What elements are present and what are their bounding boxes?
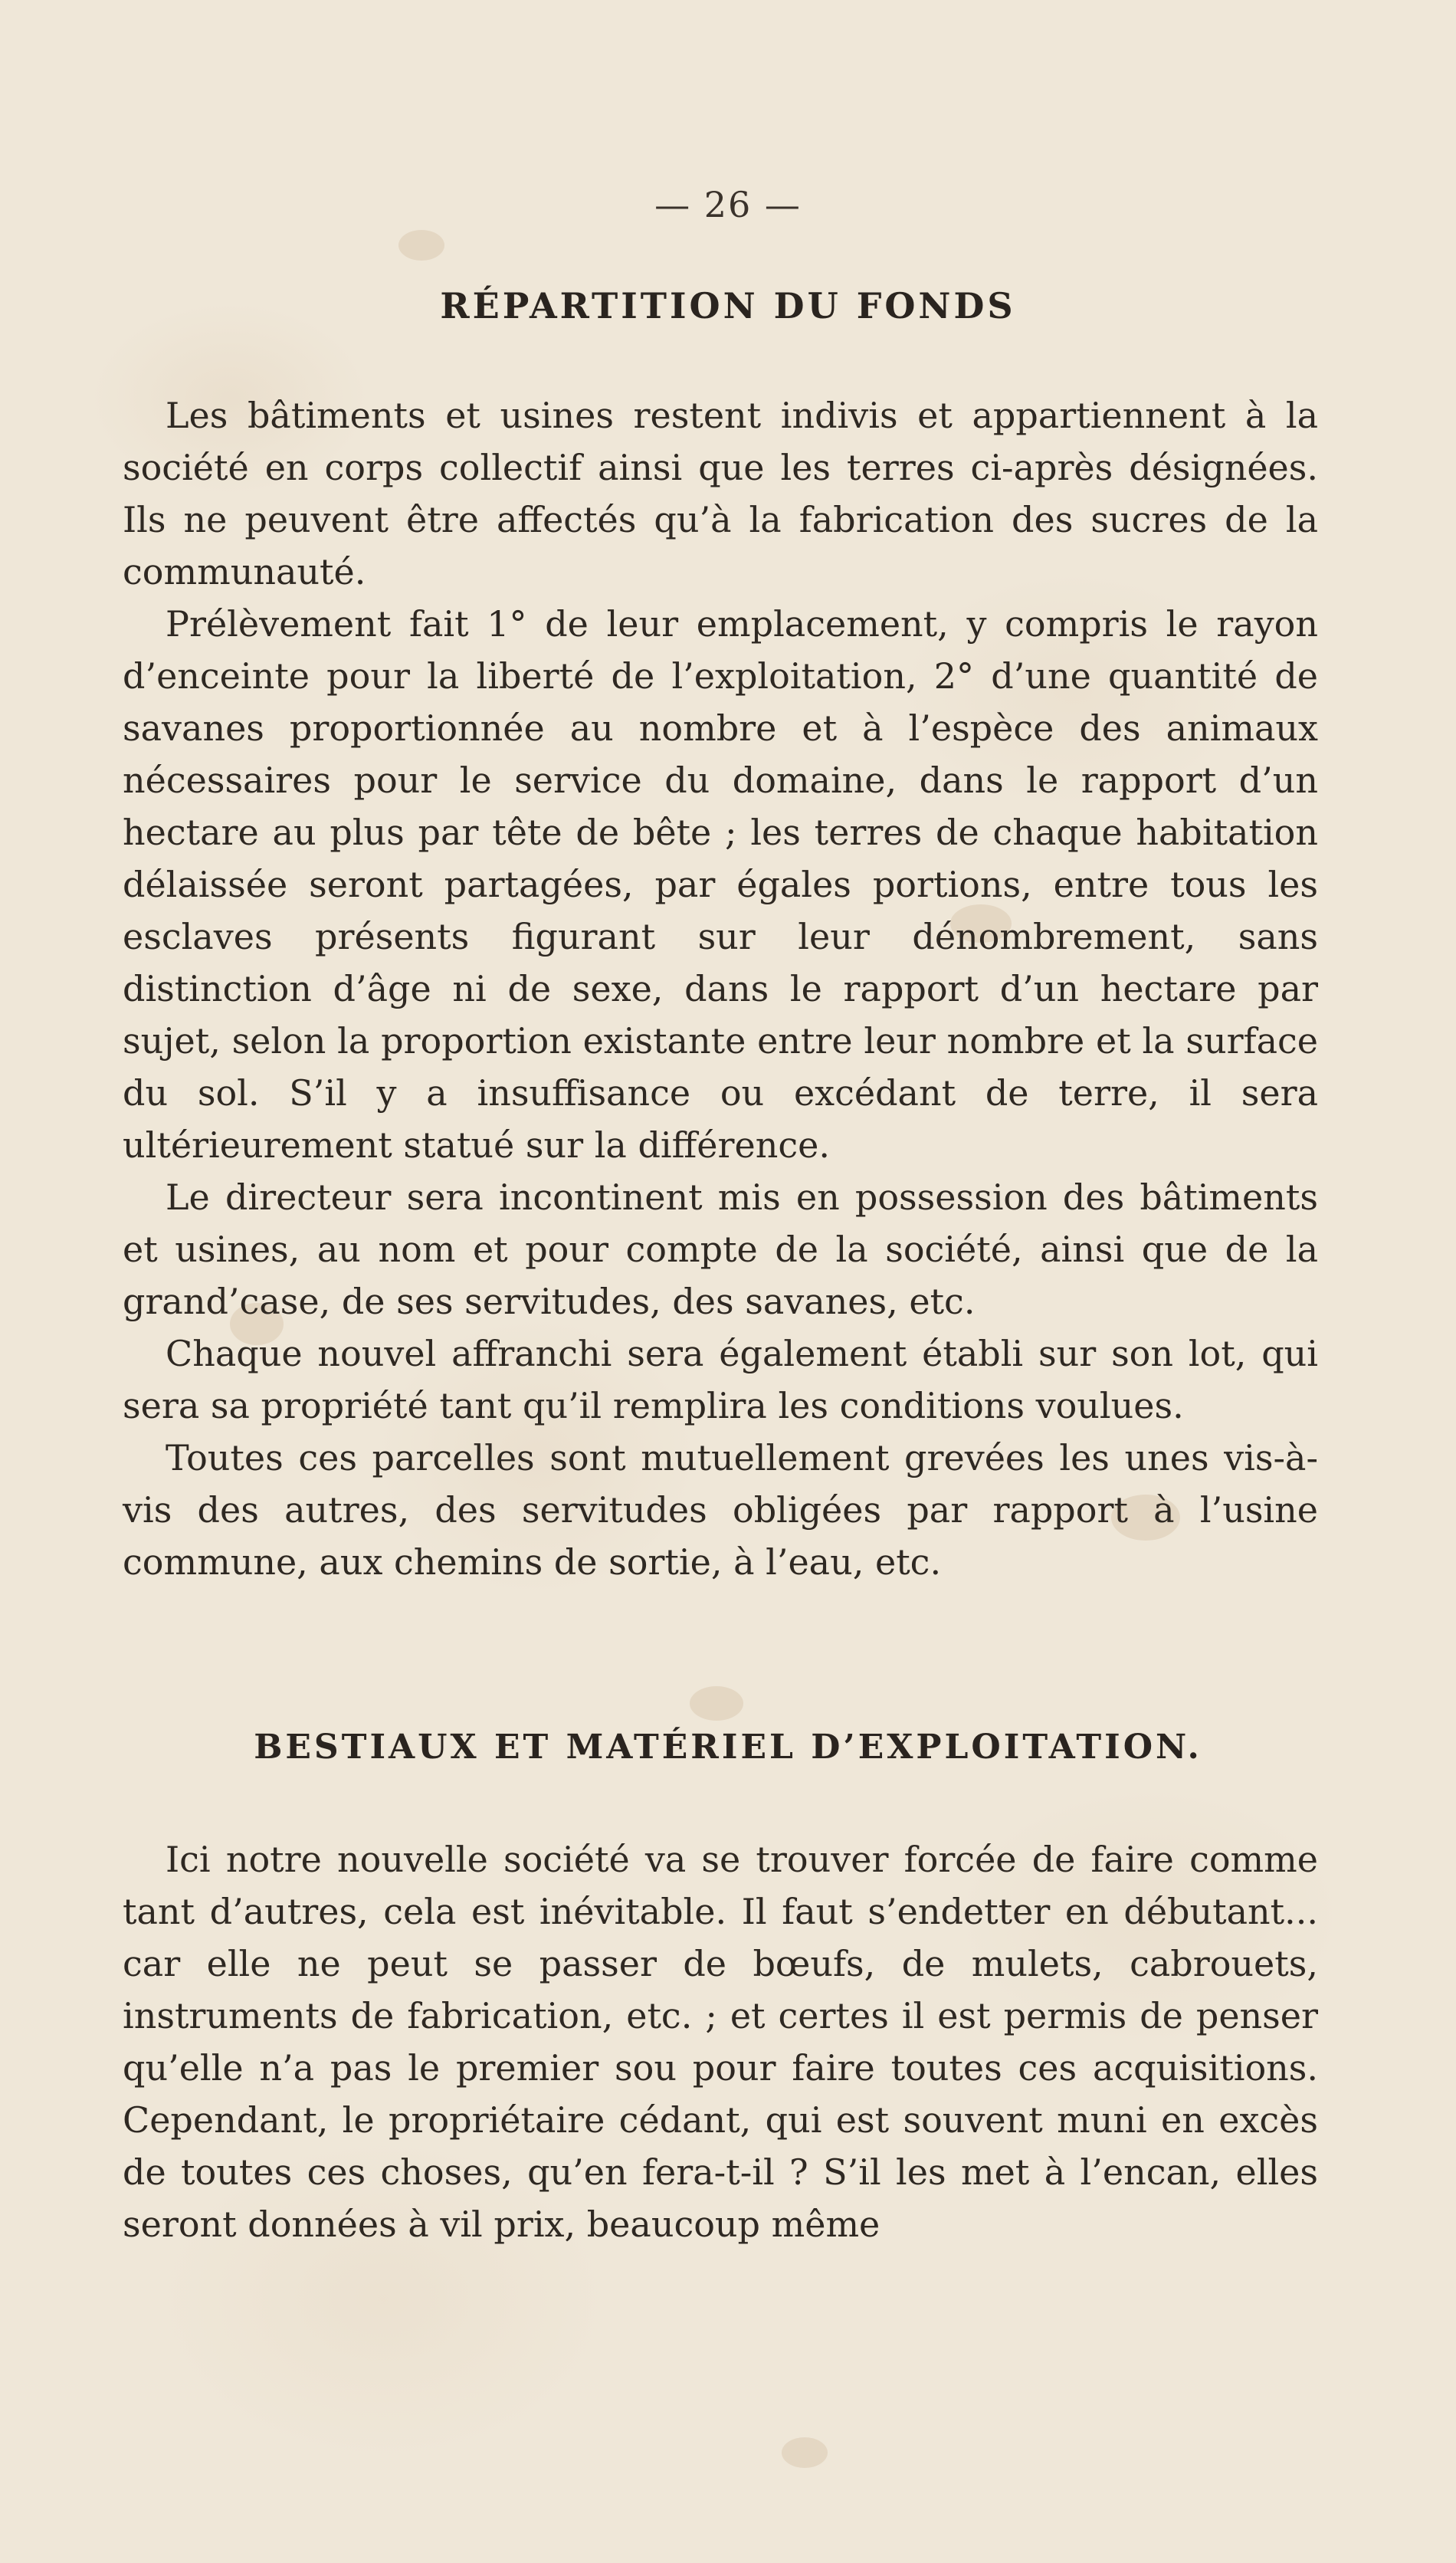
section-body [123,1833,1318,2250]
paragraph: Chaque nouvel affranchi sera également établi sur son lot, qui sera sa propriété tant qu’il remplira les conditions voulues. [123,1333,1318,1426]
foxing-stain [782,2437,828,2468]
foxing-stain [398,230,444,261]
paragraph: Les bâtiments et usines restent indivis et appartiennent à la société en corps collectif ainsi que les terres ci-après désignées. Ils ne peuvent être affectés qu’à la fabrication des sucres de la communauté. [123,395,1318,592]
paragraph: Ici notre nouvelle société va se trouver forcée de faire comme tant d’autres, cela est inévitable. Il faut s’endetter en débutant... car elle ne peut se passer de bœufs, de mulets, cabrouets, instruments de fabrication, etc. ; et certes il est permis de penser qu’elle n’a pas le premier sou pour faire toutes ces acquisitions. Cependant, le propriétaire cédant, qui est souvent muni en excès de toutes ces choses, qu’en fera-t-il ? S’il les met à l’encan, elles seront données à vil prix, beaucoup même [123,1839,1318,2245]
paragraph: Prélèvement fait 1° de leur emplacement, y compris le rayon d’enceinte pour la liberté de l’exploitation, 2° d’une quantité de savanes proportionnée au nombre et à l’espèce des animaux nécessaires pour le service du domaine, dans le rapport d’un hectare au plus par tête de bête ; les terres de chaque habitation délaissée seront partagées, par égales portions, entre tous les esclaves présents figurant sur leur dénombrement, sans distinction d’âge ni de sexe, dans le rapport d’un hectare par sujet, selon la proportion existante entre leur nombre et la surface du sol. S’il y a insuffisance ou excédant de terre, il sera ultérieurement statué sur la différence. [123,603,1318,1166]
page-number: — 26 — [654,184,802,225]
paragraph: Le directeur sera incontinent mis en possession des bâtiments et usines, au nom et pour compte de la société, ainsi que de la grand’case, de ses servitudes, des savanes, etc. [123,1176,1318,1322]
section-heading: BESTIAUX ET MATÉRIEL D’EXPLOITATION. [254,1728,1202,1767]
paragraph: Toutes ces parcelles sont mutuellement grevées les unes vis-à-vis des autres, des servitudes obligées par rapport à l’usine commune, aux chemins de sortie, à l’eau, etc. [123,1437,1318,1583]
section-body [123,389,1318,1588]
foxing-stain [690,1686,743,1721]
section-heading: RÉPARTITION DU FONDS [440,285,1016,327]
